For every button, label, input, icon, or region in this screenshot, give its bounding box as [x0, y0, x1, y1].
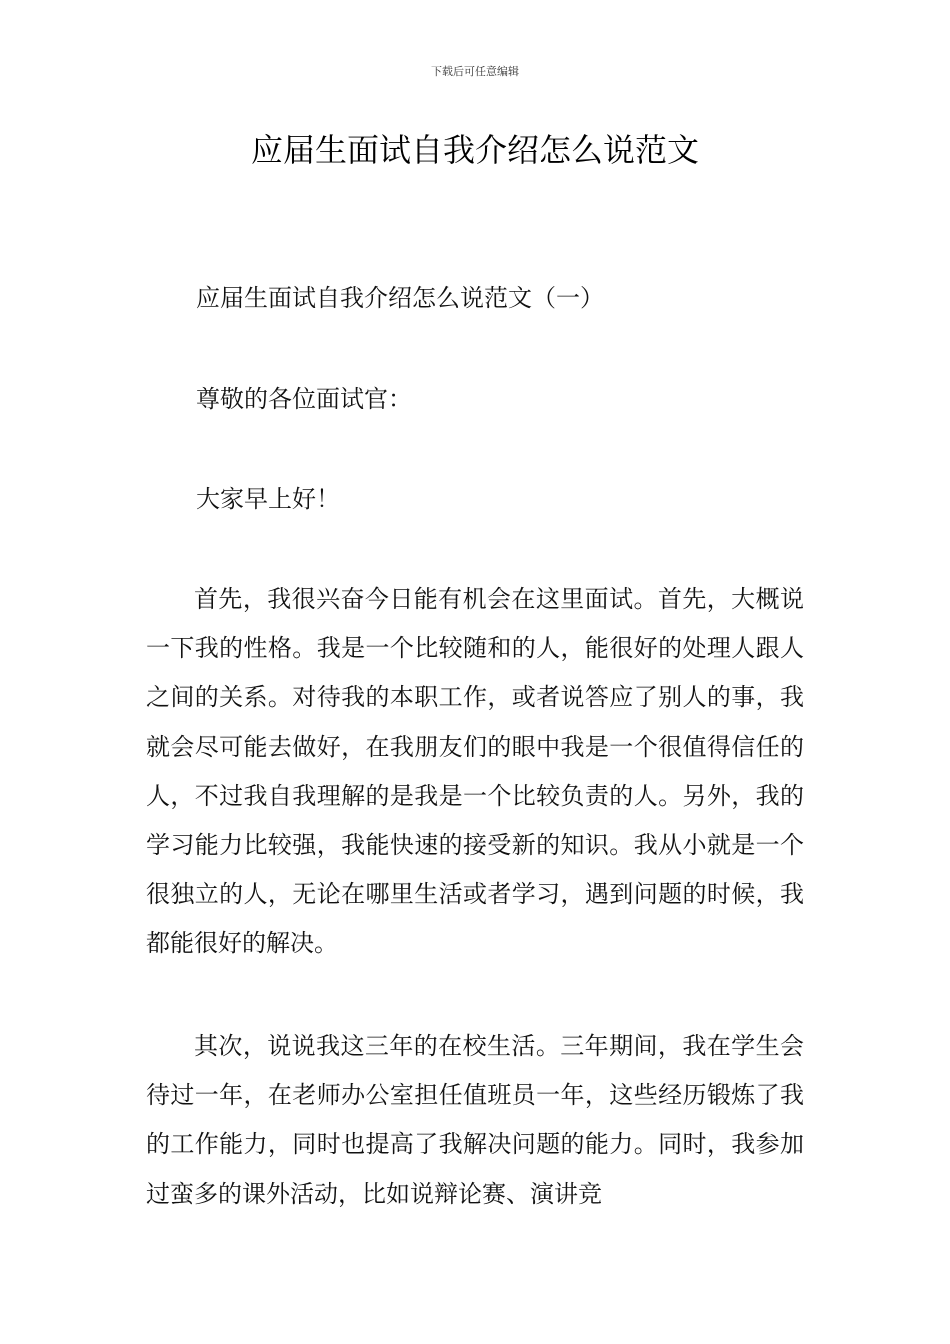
salutation: 尊敬的各位面试官： — [196, 385, 412, 413]
greeting: 大家早上好！ — [196, 485, 340, 513]
body-paragraph-2: 其次，说说我这三年的在校生活。三年期间，我在学生会待过一年，在老师办公室担任值班员一年，这些经历锻炼了我的工作能力，同时也提高了我解决问题的能力。同时，我参加过蛮多的课外活动，比如说辩论赛、演讲竞 — [146, 1032, 804, 1208]
section-heading: 应届生面试自我介绍怎么说范文（一） — [196, 284, 604, 312]
document-title: 应届生面试自我介绍怎么说范文 — [250, 131, 699, 169]
body-paragraph-1: 首先，我很兴奋今日能有机会在这里面试。首先，大概说一下我的性格。我是一个比较随和的人，能很好的处理人跟人之间的关系。对待我的本职工作，或者说答应了别人的事，我就会尽可能去做好，在我朋友们的眼中我是一个很值得信任的人，不过我自我理解的是我是一个比较负责的人。另外，我的学习能力比较强，我能快速的接受新的知识。我从小就是一个很独立的人，无论在哪里生活或者学习，遇到问题的时候，我都能很好的解决。 — [146, 585, 804, 958]
header-note: 下载后可任意编辑 — [431, 65, 519, 78]
